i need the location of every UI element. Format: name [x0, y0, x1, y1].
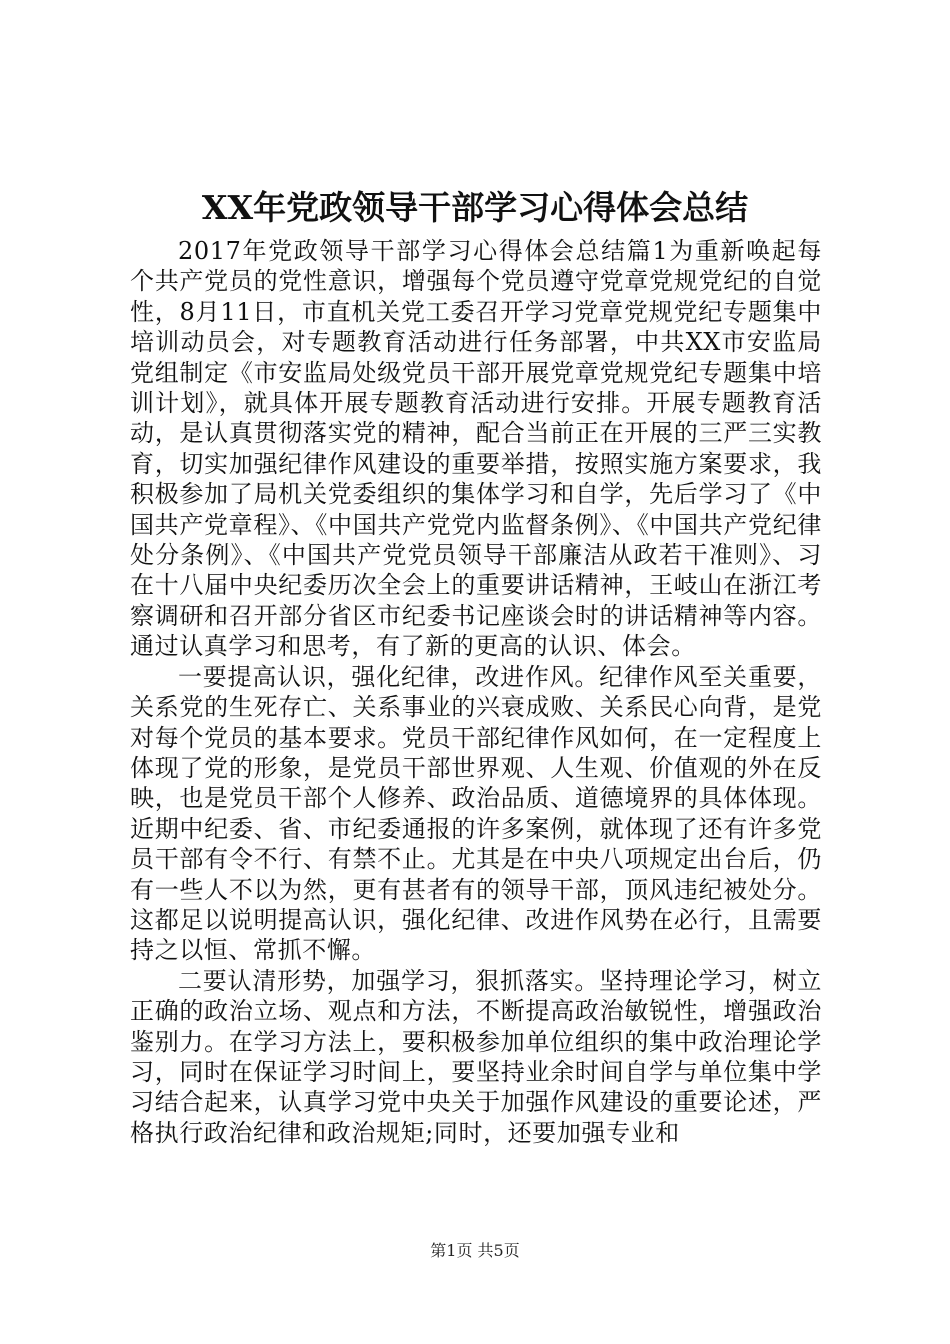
paragraph-1: 2017年党政领导干部学习心得体会总结篇1为重新唤起每个共产党员的党性意识，增强每个党员遵守党章党规党纪的自觉性，8月11日，市直机关党工委召开学习党章党规党纪专题集中培训动员会，对专题教育活动进行任务部署，中共XX市安监局党组制定《市安监局处级党员干部开展党章党规党纪专题集中培训计划》，就具体开展专题教育活动进行安排。开展专题教育活动，是认真贯彻落实党的精神，配合当前正在开展的三严三实教育，切实加强纪律作风建设的重要举措，按照实施方案要求，我积极参加了局机关党委组织的集体学习和自学，先后学习了《中国共产党章程》、《中国共产党党内监督条例》、《中国共产党纪律处分条例》、《中国共产党党员领导干部廉洁从政若干准则》、习在十八届中央纪委历次全会上的重要讲话精神，王岐山在浙江考察调研和召开部分省区市纪委书记座谈会时的讲话精神等内容。通过认真学习和思考，有了新的更高的认识、体会。 [130, 237, 822, 661]
page-number-footer: 第1页 共5页 [430, 1241, 520, 1260]
document-body [130, 236, 822, 1148]
document-title: XX年党政领导干部学习心得体会总结 [201, 188, 749, 227]
paragraph-3: 二要认清形势，加强学习，狠抓落实。坚持理论学习，树立正确的政治立场、观点和方法，不断提高政治敏锐性，增强政治鉴别力。在学习方法上，要积极参加单位组织的集中政治理论学习，同时在保证学习时间上，要坚持业余时间自学与单位集中学习结合起来，认真学习党中央关于加强作风建设的重要论述，严格执行政治纪律和政治规矩;同时，还要加强专业和 [130, 966, 822, 1147]
paragraph-2: 一要提高认识，强化纪律，改进作风。纪律作风至关重要，关系党的生死存亡、关系事业的兴衰成败、关系民心向背，是党对每个党员的基本要求。党员干部纪律作风如何，在一定程度上体现了党的形象，是党员干部世界观、人生观、价值观的外在反映，也是党员干部个人修养、政治品质、道德境界的具体体现。近期中纪委、省、市纪委通报的许多案例，就体现了还有许多党员干部有令不行、有禁不止。尤其是在中央八项规定出台后，仍有一些人不以为然，更有甚者有的领导干部，顶风违纪被处分。这都足以说明提高认识，强化纪律、改进作风势在必行，且需要持之以恒、常抓不懈。 [130, 662, 822, 965]
